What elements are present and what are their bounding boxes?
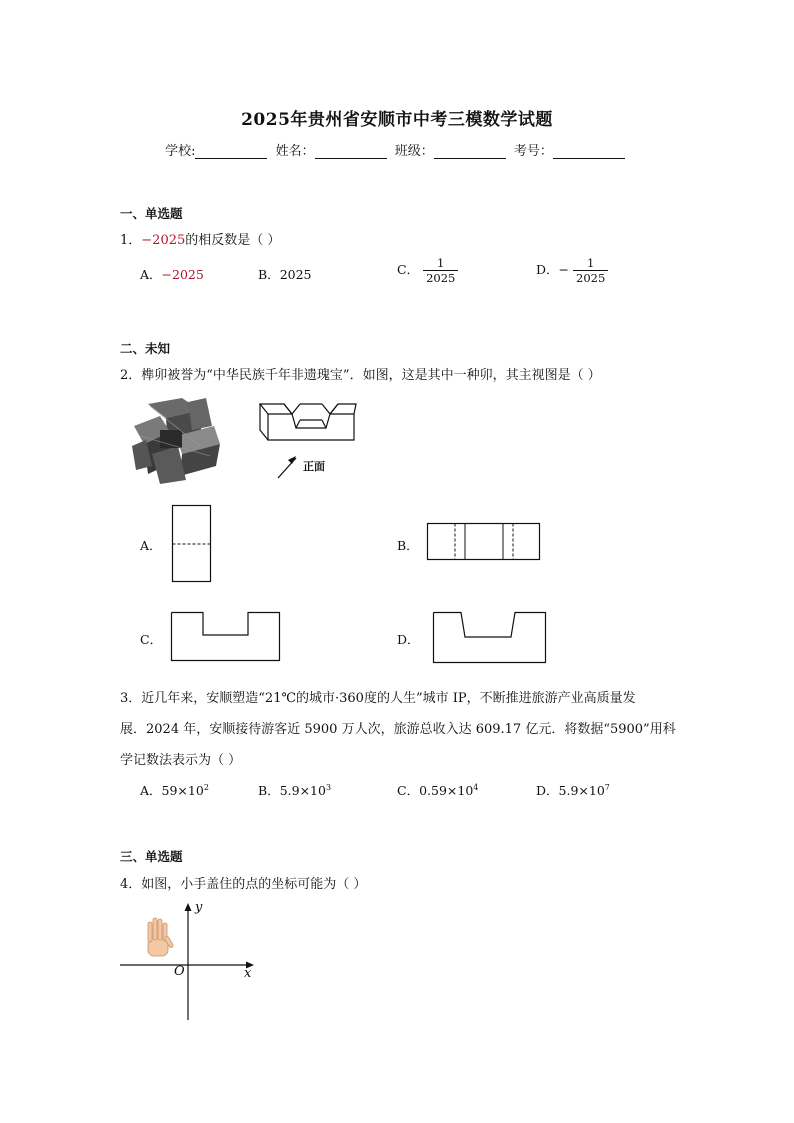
section-heading: 二、未知 [120, 341, 171, 356]
exam-no-label: 考号： [513, 144, 553, 159]
fraction-denominator: 2025 [426, 271, 456, 285]
school-blank[interactable] [195, 144, 267, 159]
q1-option-a[interactable] [140, 265, 204, 283]
fraction-denominator: 2025 [576, 271, 606, 285]
question-2-text: 2．榫卯被誉为“中华民族千年非遗瑰宝”．如图，这是其中一种卯，其主视图是（ ） [120, 368, 601, 383]
class-blank[interactable] [434, 144, 506, 159]
option-value: 0.59×10 [419, 783, 474, 798]
name-label: 姓名： [275, 144, 315, 159]
tenon-puzzle-photo [130, 396, 222, 484]
question-3-line-3: 学记数法表示为（ ） [120, 753, 242, 768]
q2-option-b-label[interactable]: B． [397, 538, 419, 553]
fraction [573, 256, 608, 285]
q3-option-b[interactable] [258, 781, 331, 799]
coordinate-axes-figure [118, 900, 260, 1022]
q3-option-d[interactable] [536, 781, 610, 799]
q2-option-c-figure[interactable] [171, 612, 281, 662]
option-label: B． [258, 267, 280, 282]
exponent: 3 [325, 782, 332, 792]
question-4-text: 4．如图，小手盖住的点的坐标可能为（ ） [120, 877, 367, 892]
section-heading: 一、单选题 [120, 206, 183, 221]
q1-option-c[interactable] [397, 256, 458, 285]
q2-option-d-label[interactable]: D． [397, 632, 420, 647]
fraction [423, 256, 458, 285]
option-label: C． [397, 262, 420, 277]
origin-label: O [174, 964, 185, 979]
exam-no-blank[interactable] [553, 144, 625, 159]
front-label: 正面 [303, 460, 325, 473]
q3-option-a[interactable] [140, 781, 209, 799]
q3-option-c[interactable] [397, 781, 478, 799]
option-label: B． [258, 783, 280, 798]
option-label: A． [140, 783, 162, 798]
school-label: 学校: [165, 144, 196, 159]
option-value: 59×10 [161, 783, 204, 798]
question-3-line-2: 展．2024 年，安顺接待游客近 5900 万人次，旅游总收入达 609.17 亿元．将数据“5900”用科 [120, 722, 676, 737]
q2-option-a-label[interactable]: A． [140, 538, 162, 553]
q2-option-b-figure[interactable] [427, 523, 541, 561]
class-label: 班级： [394, 144, 434, 159]
option-label: A． [140, 267, 162, 282]
option-value: −2025 [161, 267, 204, 282]
q1-option-b[interactable] [258, 265, 312, 283]
fraction-numerator: 1 [573, 256, 608, 271]
option-value: 2025 [279, 267, 312, 282]
exponent: 7 [604, 782, 610, 792]
student-info-line [0, 140, 794, 159]
exponent: 2 [203, 782, 209, 792]
q1-option-d[interactable] [536, 256, 608, 285]
question-3-line-1: 3．近几年来，安顺塑造“21℃的城市·360度的人生”城市 IP，不断推进旅游产业高质量发 [120, 691, 636, 706]
fraction-numerator: 1 [423, 256, 458, 271]
q1-text: 的相反数是（ ） [185, 233, 281, 248]
option-label: C． [397, 783, 420, 798]
page-title: 2025年贵州省安顺市中考三模数学试题 [241, 110, 553, 130]
q1-red-number: −2025 [141, 233, 186, 248]
option-label: D． [536, 262, 559, 277]
name-blank[interactable] [315, 144, 387, 159]
q2-option-a-figure[interactable] [172, 505, 212, 583]
section-heading: 三、单选题 [120, 849, 183, 864]
exponent: 4 [473, 782, 479, 792]
option-label: D． [536, 783, 559, 798]
q2-option-c-label[interactable]: C． [140, 632, 163, 647]
hand-icon [148, 918, 174, 956]
question-1 [120, 229, 280, 248]
q1-number: 1． [120, 233, 142, 248]
minus-sign: − [558, 262, 570, 277]
option-value: 5.9×10 [558, 783, 605, 798]
x-axis-label: x [244, 966, 252, 981]
option-value: 5.9×10 [279, 783, 326, 798]
q2-option-d-figure[interactable] [433, 612, 547, 664]
y-axis-label: y [195, 900, 203, 915]
